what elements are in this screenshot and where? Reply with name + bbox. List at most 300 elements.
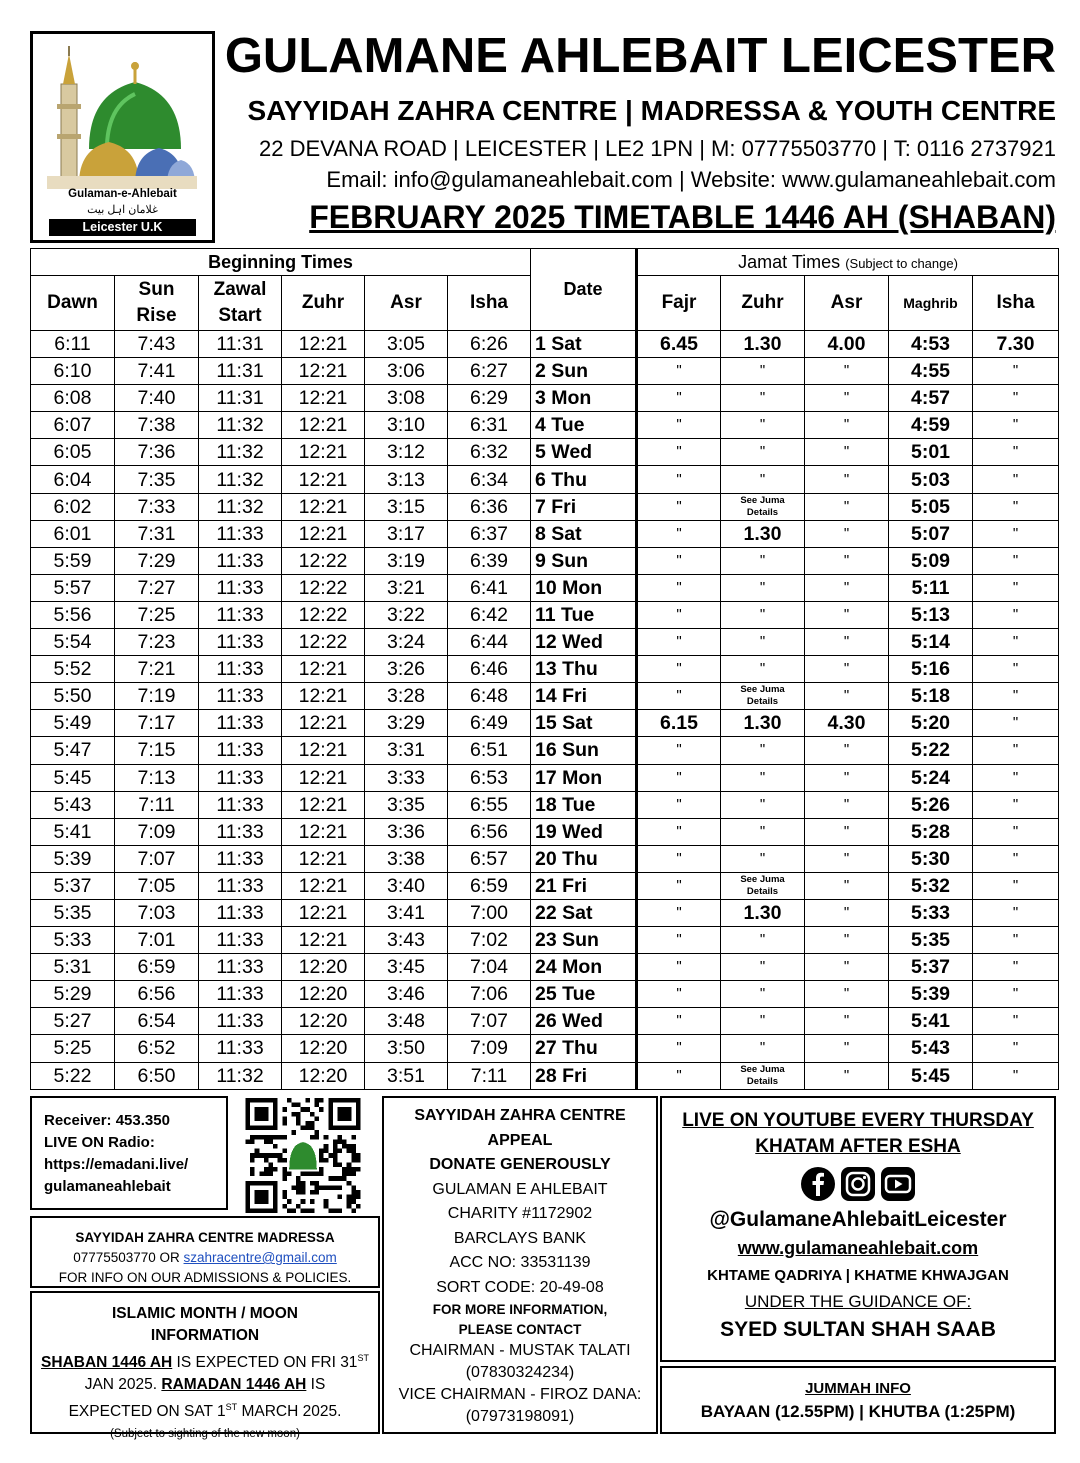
cell-fajr: " (637, 1008, 721, 1035)
cell-jamat-isha: " (973, 574, 1059, 601)
col-dawn: Dawn (31, 276, 115, 331)
appeal-vice-chairman: VICE CHAIRMAN - FIROZ DANA: (398, 1386, 642, 1403)
cell-date: 11 Tue (531, 601, 637, 628)
table-row (31, 520, 1059, 547)
col-zawal: Zawal Start (199, 276, 282, 331)
cell-sunrise: 7:15 (115, 737, 199, 764)
table-row (31, 845, 1059, 872)
cell-isha: 6:42 (448, 601, 531, 628)
table-row (31, 791, 1059, 818)
table-row (31, 656, 1059, 683)
cell-jamat-zuhr: " (721, 791, 805, 818)
cell-asr: 3:19 (365, 547, 448, 574)
cell-asr: 3:05 (365, 331, 448, 358)
cell-dawn: 5:31 (31, 954, 115, 981)
cell-maghrib: 5:35 (889, 927, 973, 954)
cell-zawal: 11:33 (199, 547, 282, 574)
cell-maghrib: 5:33 (889, 899, 973, 926)
appeal-line: PLEASE CONTACT (458, 1322, 582, 1337)
cell-jamat-isha: " (973, 710, 1059, 737)
cell-asr: 3:21 (365, 574, 448, 601)
cell-maghrib: 4:57 (889, 385, 973, 412)
cell-zuhr: 12:20 (282, 1035, 365, 1062)
cell-maghrib: 5:18 (889, 683, 973, 710)
cell-isha: 6:31 (448, 412, 531, 439)
madressa-title: SAYYIDAH ZAHRA CENTRE MADRESSA (75, 1230, 335, 1245)
qr-code-icon[interactable] (243, 1098, 363, 1213)
cell-jamat-zuhr: " (721, 1008, 805, 1035)
appeal-line: FOR MORE INFORMATION, (432, 1302, 608, 1317)
cell-sunrise: 7:23 (115, 629, 199, 656)
cell-sunrise: 7:38 (115, 412, 199, 439)
cell-jamat-zuhr: " (721, 358, 805, 385)
cell-zuhr: 12:21 (282, 466, 365, 493)
cell-dawn: 5:35 (31, 899, 115, 926)
cell-maghrib: 5:30 (889, 845, 973, 872)
cell-sunrise: 7:17 (115, 710, 199, 737)
guidance-label: UNDER THE GUIDANCE OF: (744, 1292, 972, 1311)
cell-date: 17 Mon (531, 764, 637, 791)
cell-jamat-isha: " (973, 1008, 1059, 1035)
cell-fajr: " (637, 520, 721, 547)
cell-jamat-asr: " (805, 574, 889, 601)
cell-jamat-isha: " (973, 764, 1059, 791)
cell-fajr: " (637, 1062, 721, 1089)
cell-jamat-asr: " (805, 629, 889, 656)
table-row (31, 899, 1059, 926)
cell-date: 12 Wed (531, 629, 637, 656)
cell-jamat-isha: " (973, 981, 1059, 1008)
social-icons (662, 1166, 1054, 1202)
cell-asr: 3:51 (365, 1062, 448, 1089)
cell-jamat-isha: " (973, 1062, 1059, 1089)
cell-jamat-isha: " (973, 683, 1059, 710)
cell-dawn: 5:54 (31, 629, 115, 656)
cell-date: 25 Tue (531, 981, 637, 1008)
cell-jamat-zuhr: " (721, 439, 805, 466)
cell-zuhr: 12:21 (282, 385, 365, 412)
cell-sunrise: 7:11 (115, 791, 199, 818)
cell-date: 21 Fri (531, 872, 637, 899)
jamat-times-header (637, 249, 1059, 276)
table-row (31, 574, 1059, 601)
cell-asr: 3:29 (365, 710, 448, 737)
cell-fajr: " (637, 547, 721, 574)
cell-jamat-zuhr: See Juma Details (721, 493, 805, 520)
cell-isha: 6:44 (448, 629, 531, 656)
moon-ramadan: JAN 2025. RAMADAN 1446 AH IS (84, 1376, 326, 1394)
cell-zawal: 11:33 (199, 981, 282, 1008)
timetable-body (31, 331, 1059, 1090)
cell-zawal: 11:32 (199, 493, 282, 520)
cell-sunrise: 6:59 (115, 954, 199, 981)
radio-receiver: Receiver: 453.350 (44, 1112, 170, 1129)
logo-urdu-text: غلامان اہل بیت (87, 204, 158, 216)
cell-fajr: " (637, 791, 721, 818)
appeal-line: APPEAL (487, 1131, 553, 1149)
prayer-timetable (30, 248, 1059, 1090)
social-handle[interactable]: @GulamaneAhlebaitLeicester (709, 1208, 1007, 1231)
cell-jamat-asr: " (805, 791, 889, 818)
cell-jamat-zuhr: 1.30 (721, 899, 805, 926)
cell-jamat-zuhr: 1.30 (721, 710, 805, 737)
cell-date: 16 Sun (531, 737, 637, 764)
appeal-sort-code: SORT CODE: 20-49-08 (436, 1278, 604, 1296)
cell-fajr: 6.45 (637, 331, 721, 358)
cell-sunrise: 7:25 (115, 601, 199, 628)
cell-jamat-isha: " (973, 547, 1059, 574)
cell-zuhr: 12:22 (282, 574, 365, 601)
cell-isha: 6:32 (448, 439, 531, 466)
cell-jamat-isha: 7.30 (973, 331, 1059, 358)
appeal-charity-number: CHARITY #1172902 (447, 1205, 593, 1222)
cell-asr: 3:33 (365, 764, 448, 791)
col-asr: Asr (365, 276, 448, 331)
cell-isha: 6:34 (448, 466, 531, 493)
jummah-title: JUMMAH INFO (805, 1380, 911, 1397)
cell-date: 18 Tue (531, 791, 637, 818)
cell-maghrib: 5:41 (889, 1008, 973, 1035)
cell-jamat-isha: " (973, 493, 1059, 520)
cell-dawn: 5:39 (31, 845, 115, 872)
cell-isha: 6:37 (448, 520, 531, 547)
cell-fajr: " (637, 954, 721, 981)
col-sunrise: Sun Rise (115, 276, 199, 331)
cell-jamat-zuhr: " (721, 1035, 805, 1062)
cell-asr: 3:48 (365, 1008, 448, 1035)
cell-jamat-asr: " (805, 764, 889, 791)
moon-note: (Subject to sighting of the new moon) (110, 1428, 300, 1441)
cell-sunrise: 7:07 (115, 845, 199, 872)
cell-isha: 7:00 (448, 899, 531, 926)
cell-jamat-asr: " (805, 493, 889, 520)
cell-isha: 7:07 (448, 1008, 531, 1035)
cell-fajr: " (637, 737, 721, 764)
cell-fajr: " (637, 845, 721, 872)
cell-sunrise: 6:50 (115, 1062, 199, 1089)
cell-jamat-zuhr: See Juma Details (721, 1062, 805, 1089)
radio-url[interactable]: https://emadani.live/ (44, 1156, 189, 1173)
table-row (31, 439, 1059, 466)
cell-asr: 3:28 (365, 683, 448, 710)
cell-zawal: 11:31 (199, 331, 282, 358)
cell-fajr: " (637, 872, 721, 899)
cell-isha: 6:55 (448, 791, 531, 818)
jummah-times: BAYAAN (12.55PM) | KHUTBA (1:25PM) (700, 1402, 1016, 1421)
cell-isha: 6:27 (448, 358, 531, 385)
cell-isha: 6:48 (448, 683, 531, 710)
cell-dawn: 5:45 (31, 764, 115, 791)
cell-jamat-zuhr: " (721, 601, 805, 628)
radio-live: LIVE ON Radio: (44, 1134, 155, 1151)
cell-jamat-asr: " (805, 845, 889, 872)
cell-maghrib: 5:37 (889, 954, 973, 981)
cell-zawal: 11:32 (199, 412, 282, 439)
cell-dawn: 6:08 (31, 385, 115, 412)
cell-sunrise: 7:27 (115, 574, 199, 601)
cell-asr: 3:22 (365, 601, 448, 628)
table-row (31, 954, 1059, 981)
table-row (31, 493, 1059, 520)
cell-maghrib: 5:07 (889, 520, 973, 547)
cell-zuhr: 12:21 (282, 358, 365, 385)
appeal-line: SAYYIDAH ZAHRA CENTRE (414, 1107, 626, 1124)
cell-maghrib: 5:26 (889, 791, 973, 818)
youtube-live-text: LIVE ON YOUTUBE EVERY THURSDAY (682, 1110, 1034, 1131)
cell-dawn: 5:25 (31, 1035, 115, 1062)
col-maghrib: Maghrib (889, 276, 973, 331)
cell-sunrise: 7:33 (115, 493, 199, 520)
cell-jamat-isha: " (973, 899, 1059, 926)
table-row (31, 466, 1059, 493)
cell-jamat-asr: " (805, 385, 889, 412)
cell-jamat-isha: " (973, 737, 1059, 764)
cell-isha: 6:46 (448, 656, 531, 683)
cell-sunrise: 7:29 (115, 547, 199, 574)
madressa-email-link[interactable]: szahracentre@gmail.com (183, 1250, 337, 1265)
cell-dawn: 6:02 (31, 493, 115, 520)
col-fajr: Fajr (637, 276, 721, 331)
cell-jamat-zuhr: " (721, 385, 805, 412)
cell-maghrib: 5:05 (889, 493, 973, 520)
cell-jamat-asr: " (805, 466, 889, 493)
col-zuhr: Zuhr (282, 276, 365, 331)
moon-title-2: INFORMATION (150, 1327, 260, 1344)
cell-jamat-zuhr: " (721, 656, 805, 683)
cell-fajr: " (637, 764, 721, 791)
cell-jamat-asr: " (805, 1035, 889, 1062)
cell-jamat-asr: " (805, 601, 889, 628)
madressa-contact: 07775503770 OR szahracentre@gmail.com (73, 1250, 337, 1265)
cell-zawal: 11:33 (199, 845, 282, 872)
cell-zawal: 11:32 (199, 466, 282, 493)
cell-dawn: 5:27 (31, 1008, 115, 1035)
cell-fajr: " (637, 574, 721, 601)
logo-name: Gulaman-e-Ahlebait (68, 188, 177, 200)
table-row (31, 710, 1059, 737)
radio-url-path[interactable]: gulamaneahlebait (44, 1178, 171, 1195)
cell-date: 28 Fri (531, 1062, 637, 1089)
cell-sunrise: 7:21 (115, 656, 199, 683)
appeal-account-number: ACC NO: 33531139 (449, 1254, 591, 1271)
cell-jamat-asr: " (805, 927, 889, 954)
cell-date: 27 Thu (531, 1035, 637, 1062)
date-header: Date (531, 249, 637, 331)
cell-maghrib: 4:53 (889, 331, 973, 358)
cell-maghrib: 5:11 (889, 574, 973, 601)
cell-isha: 6:26 (448, 331, 531, 358)
cell-dawn: 5:56 (31, 601, 115, 628)
cell-maghrib: 5:45 (889, 1062, 973, 1089)
col-jamat-isha: Isha (973, 276, 1059, 331)
cell-jamat-isha: " (973, 629, 1059, 656)
jummah-info (660, 1366, 1056, 1434)
cell-isha: 7:02 (448, 927, 531, 954)
cell-maghrib: 5:20 (889, 710, 973, 737)
facebook-icon[interactable] (800, 1166, 836, 1202)
cell-jamat-asr: " (805, 899, 889, 926)
cell-fajr: " (637, 683, 721, 710)
cell-date: 7 Fri (531, 493, 637, 520)
cell-zuhr: 12:22 (282, 601, 365, 628)
cell-zuhr: 12:21 (282, 791, 365, 818)
cell-isha: 6:53 (448, 764, 531, 791)
cell-isha: 7:04 (448, 954, 531, 981)
cell-jamat-isha: " (973, 385, 1059, 412)
cell-zawal: 11:33 (199, 872, 282, 899)
logo-city: Leicester U.K (49, 219, 196, 236)
madressa-info (30, 1216, 380, 1288)
cell-dawn: 6:01 (31, 520, 115, 547)
moon-shaban: SHABAN 1446 AH IS EXPECTED ON FRI 31ST (41, 1353, 369, 1372)
cell-isha: 6:56 (448, 818, 531, 845)
cell-sunrise: 7:01 (115, 927, 199, 954)
cell-jamat-zuhr: " (721, 981, 805, 1008)
cell-jamat-isha: " (973, 439, 1059, 466)
table-row (31, 331, 1059, 358)
moon-march: EXPECTED ON SAT 1ST MARCH 2025. (68, 1402, 342, 1421)
cell-zuhr: 12:21 (282, 927, 365, 954)
cell-isha: 7:11 (448, 1062, 531, 1089)
khtame-text: KHTAME QADRIYA | KHATME KHWAJGAN (707, 1267, 1009, 1284)
cell-fajr: " (637, 358, 721, 385)
cell-jamat-asr: " (805, 954, 889, 981)
cell-isha: 6:39 (448, 547, 531, 574)
cell-fajr: " (637, 493, 721, 520)
cell-jamat-asr: " (805, 737, 889, 764)
cell-jamat-zuhr: " (721, 412, 805, 439)
cell-date: 23 Sun (531, 927, 637, 954)
khatam-text: KHATAM AFTER ESHA (755, 1136, 961, 1157)
moon-title: ISLAMIC MONTH / MOON (112, 1305, 298, 1322)
cell-maghrib: 5:22 (889, 737, 973, 764)
cell-jamat-asr: " (805, 1008, 889, 1035)
cell-jamat-isha: " (973, 872, 1059, 899)
cell-zuhr: 12:20 (282, 1062, 365, 1089)
cell-sunrise: 7:13 (115, 764, 199, 791)
donation-appeal (382, 1096, 658, 1434)
table-row (31, 629, 1059, 656)
cell-jamat-zuhr: " (721, 737, 805, 764)
cell-dawn: 5:47 (31, 737, 115, 764)
cell-fajr: " (637, 981, 721, 1008)
cell-jamat-asr: 4.30 (805, 710, 889, 737)
cell-zuhr: 12:21 (282, 899, 365, 926)
cell-maghrib: 5:09 (889, 547, 973, 574)
cell-maghrib: 5:14 (889, 629, 973, 656)
cell-sunrise: 7:19 (115, 683, 199, 710)
cell-fajr: " (637, 601, 721, 628)
cell-dawn: 6:11 (31, 331, 115, 358)
cell-zawal: 11:31 (199, 358, 282, 385)
cell-dawn: 6:10 (31, 358, 115, 385)
cell-jamat-isha: " (973, 466, 1059, 493)
cell-zuhr: 12:21 (282, 710, 365, 737)
cell-sunrise: 7:31 (115, 520, 199, 547)
cell-isha: 7:06 (448, 981, 531, 1008)
cell-fajr: " (637, 927, 721, 954)
instagram-icon[interactable] (840, 1166, 876, 1202)
appeal-line: DONATE GENEROUSLY (429, 1156, 611, 1173)
cell-maghrib: 5:01 (889, 439, 973, 466)
cell-sunrise: 7:43 (115, 331, 199, 358)
cell-jamat-asr: " (805, 520, 889, 547)
cell-fajr: " (637, 818, 721, 845)
cell-jamat-isha: " (973, 954, 1059, 981)
cell-zuhr: 12:21 (282, 872, 365, 899)
cell-jamat-isha: " (973, 656, 1059, 683)
cell-maghrib: 5:03 (889, 466, 973, 493)
cell-zuhr: 12:21 (282, 493, 365, 520)
appeal-line: GULAMAN E AHLEBAIT (432, 1180, 608, 1198)
cell-jamat-asr: " (805, 872, 889, 899)
cell-maghrib: 4:59 (889, 412, 973, 439)
cell-asr: 3:40 (365, 872, 448, 899)
cell-zawal: 11:33 (199, 1008, 282, 1035)
guidance-name: SYED SULTAN SHAH SAAB (720, 1318, 996, 1341)
cell-zawal: 11:33 (199, 818, 282, 845)
cell-zawal: 11:32 (199, 439, 282, 466)
cell-zuhr: 12:21 (282, 656, 365, 683)
cell-date: 19 Wed (531, 818, 637, 845)
cell-jamat-zuhr: " (721, 629, 805, 656)
logo (30, 31, 215, 243)
cell-date: 9 Sun (531, 547, 637, 574)
cell-zawal: 11:33 (199, 737, 282, 764)
table-row (31, 818, 1059, 845)
table-row (31, 872, 1059, 899)
cell-zuhr: 12:21 (282, 412, 365, 439)
cell-isha: 7:09 (448, 1035, 531, 1062)
cell-jamat-isha: " (973, 358, 1059, 385)
cell-sunrise: 7:36 (115, 439, 199, 466)
cell-zuhr: 12:21 (282, 845, 365, 872)
jamat-title: Jamat Times (738, 251, 841, 272)
cell-zuhr: 12:21 (282, 520, 365, 547)
table-row (31, 358, 1059, 385)
website-link[interactable]: www.gulamaneahlebait.com (737, 1238, 979, 1258)
cell-jamat-asr: " (805, 818, 889, 845)
cell-sunrise: 7:09 (115, 818, 199, 845)
cell-sunrise: 7:03 (115, 899, 199, 926)
cell-dawn: 5:29 (31, 981, 115, 1008)
page-subtitle: SAYYIDAH ZAHRA CENTRE | MADRESSA & YOUTH CENTRE (247, 95, 1056, 126)
cell-jamat-asr: " (805, 412, 889, 439)
cell-maghrib: 5:24 (889, 764, 973, 791)
cell-jamat-isha: " (973, 845, 1059, 872)
cell-isha: 6:59 (448, 872, 531, 899)
contact-line: Email: info@gulamaneahlebait.com | Website: www.gulamaneahlebait.com (326, 167, 1056, 192)
cell-jamat-zuhr: " (721, 547, 805, 574)
cell-sunrise: 7:41 (115, 358, 199, 385)
cell-isha: 6:36 (448, 493, 531, 520)
cell-zawal: 11:33 (199, 520, 282, 547)
cell-zuhr: 12:21 (282, 683, 365, 710)
jamat-note: (Subject to change) (845, 255, 958, 271)
cell-date: 3 Mon (531, 385, 637, 412)
cell-isha: 6:29 (448, 385, 531, 412)
cell-maghrib: 5:43 (889, 1035, 973, 1062)
cell-asr: 3:08 (365, 385, 448, 412)
cell-dawn: 5:22 (31, 1062, 115, 1089)
cell-jamat-isha: " (973, 1035, 1059, 1062)
cell-isha: 6:51 (448, 737, 531, 764)
youtube-icon[interactable] (880, 1166, 916, 1202)
cell-zuhr: 12:22 (282, 547, 365, 574)
cell-dawn: 5:37 (31, 872, 115, 899)
cell-asr: 3:15 (365, 493, 448, 520)
cell-sunrise: 6:54 (115, 1008, 199, 1035)
